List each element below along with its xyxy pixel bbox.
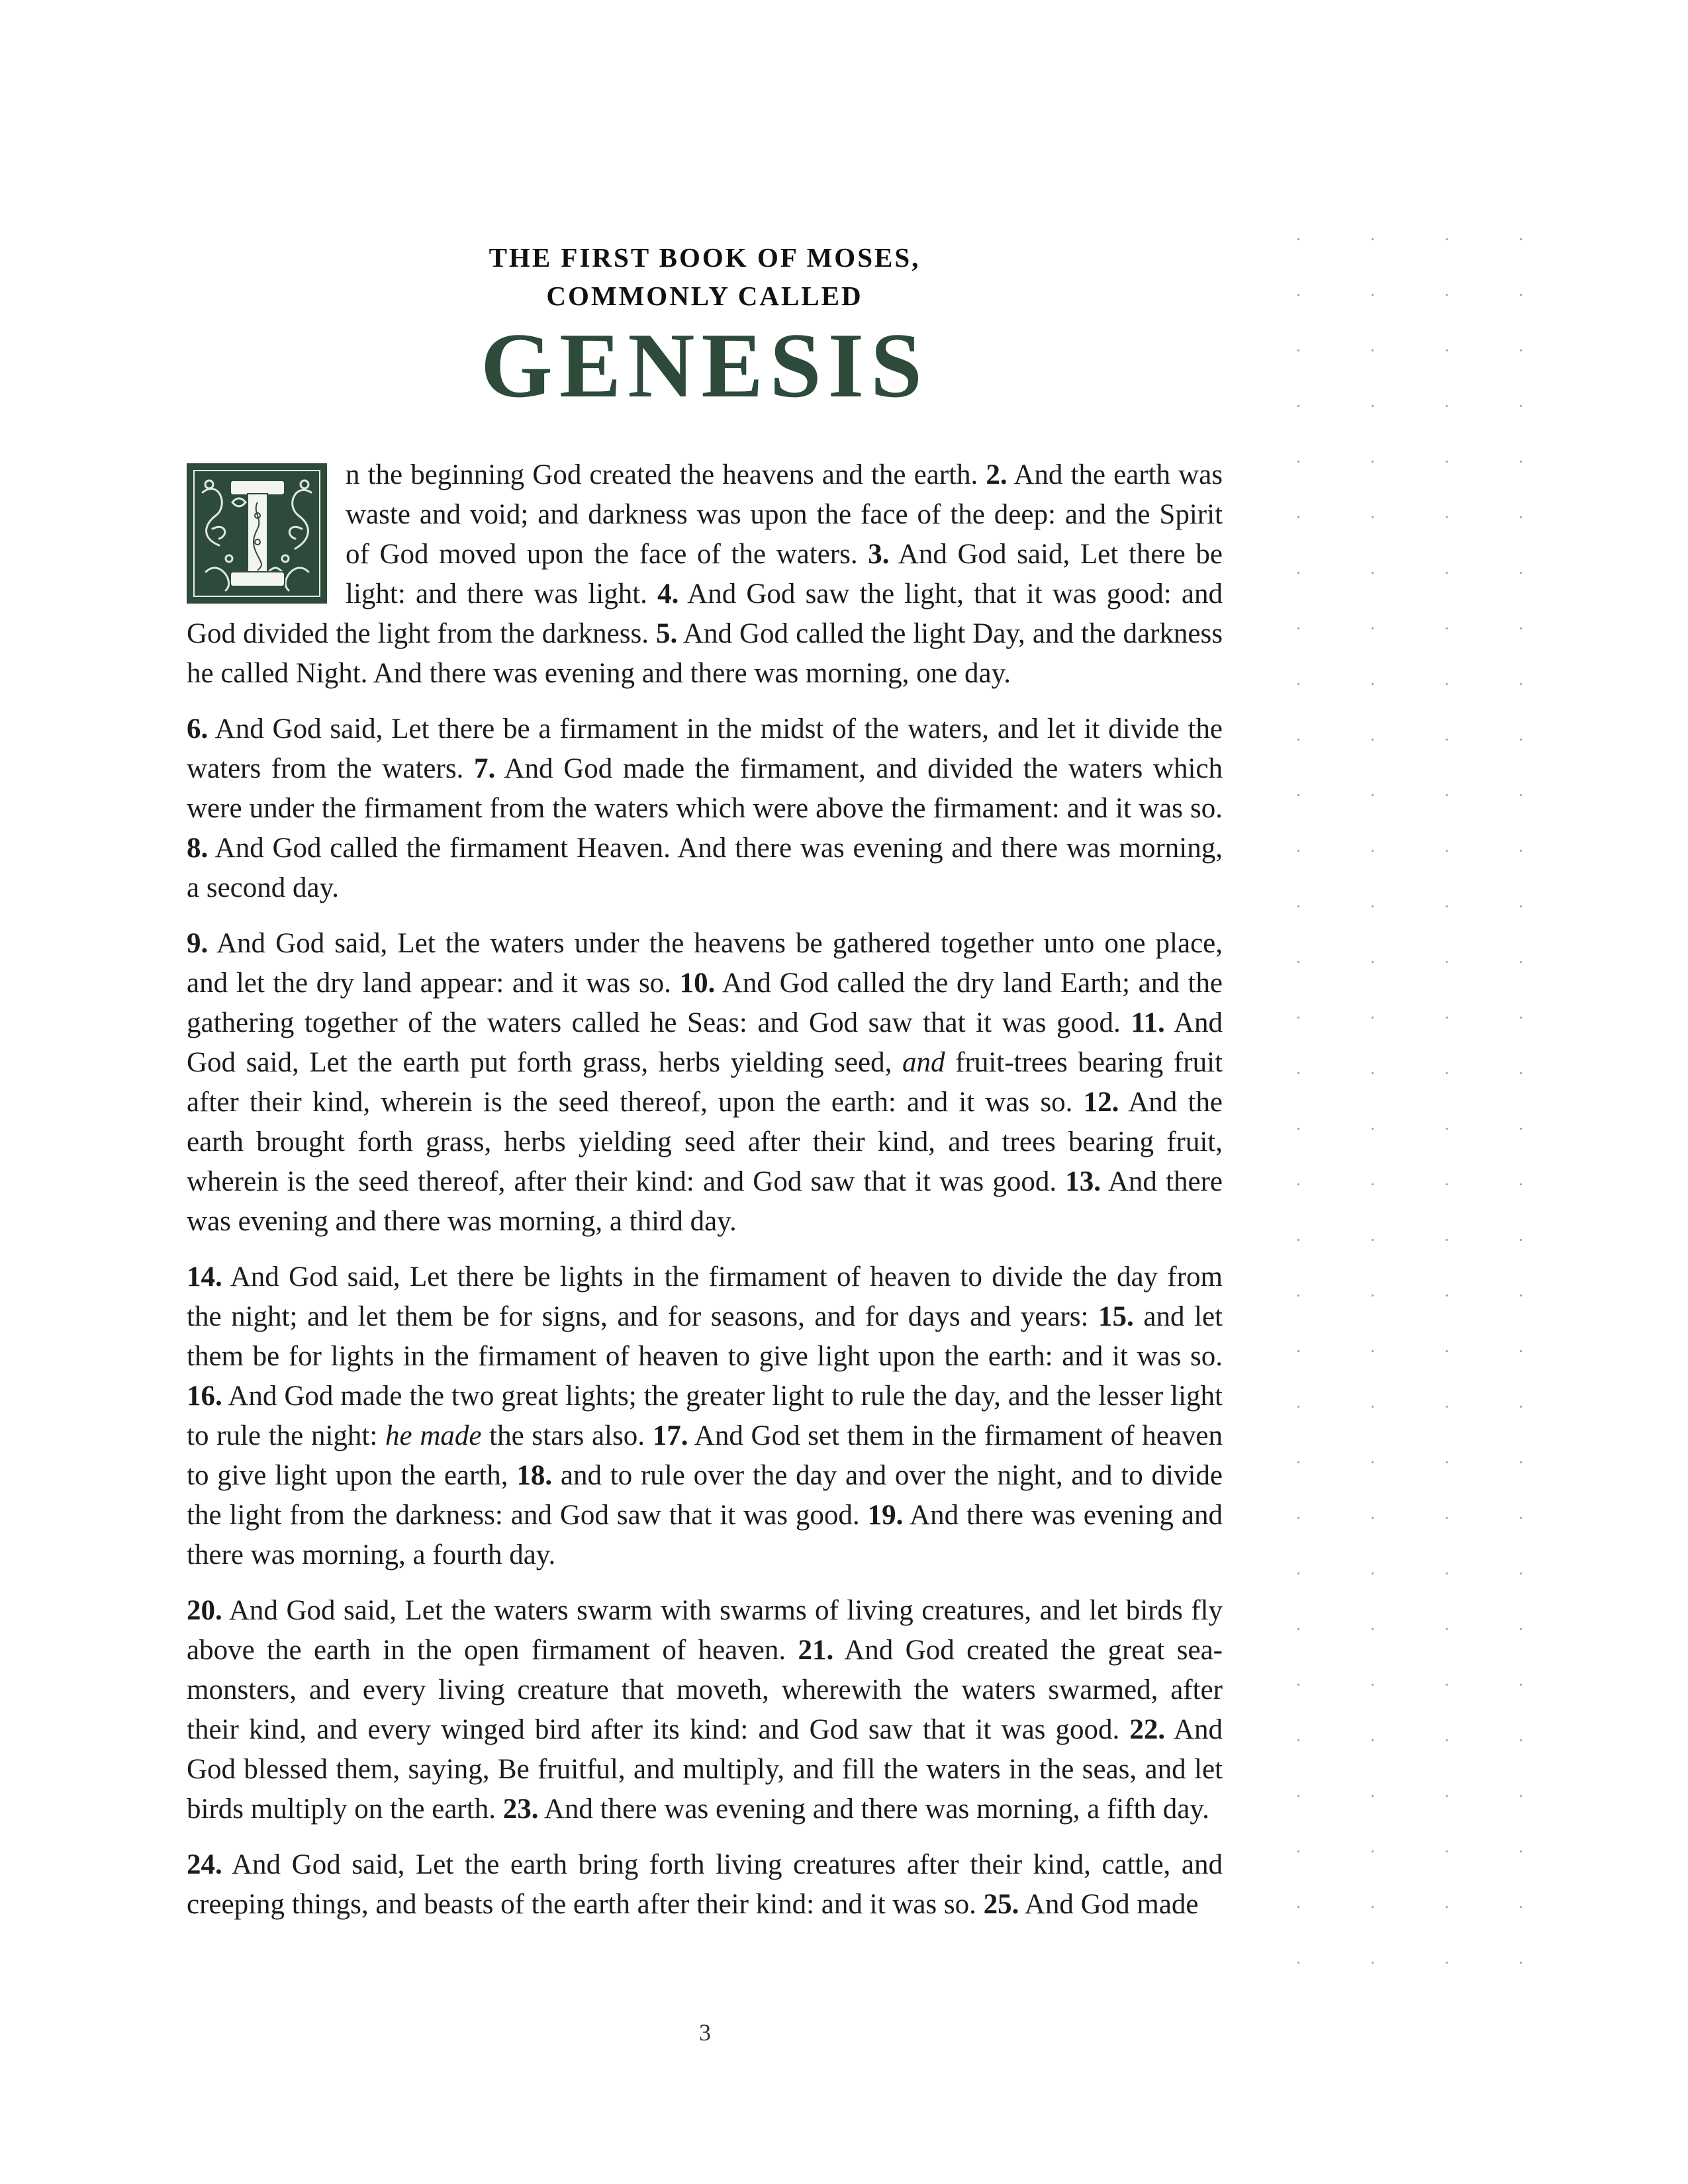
verse-number: 14.	[187, 1261, 222, 1293]
grid-dot	[1297, 1128, 1299, 1130]
paragraph-2	[187, 709, 1223, 908]
verse-number: 8.	[187, 833, 209, 864]
verse-text: the stars also.	[481, 1420, 653, 1451]
italic-text: he made	[385, 1420, 482, 1451]
grid-dot	[1372, 1906, 1374, 1908]
grid-dot	[1520, 516, 1522, 518]
grid-dot	[1446, 516, 1448, 518]
grid-dot	[1520, 1461, 1522, 1463]
grid-dot	[1446, 1128, 1448, 1130]
grid-dot	[1446, 1906, 1448, 1908]
decorative-dot-grid	[1297, 238, 1562, 1959]
grid-dot	[1446, 1628, 1448, 1630]
paragraph-4	[187, 1257, 1223, 1575]
grid-dot	[1372, 1795, 1374, 1797]
grid-dot	[1520, 850, 1522, 852]
grid-dot	[1297, 1406, 1299, 1408]
verse-number: 2.	[986, 459, 1008, 490]
grid-dot	[1520, 1295, 1522, 1297]
paragraph-5	[187, 1591, 1223, 1829]
verse-text: And God said, Let there be light: and there was light.	[346, 539, 1223, 610]
verse-text: n the beginning God created the heavens and the earth.	[346, 459, 986, 490]
verse-text: And there was evening and there was morning, a fifth day.	[538, 1794, 1209, 1825]
grid-dot	[1446, 1295, 1448, 1297]
grid-dot	[1372, 1739, 1374, 1741]
grid-dot	[1520, 1350, 1522, 1352]
grid-dot	[1297, 1072, 1299, 1074]
grid-dot	[1446, 461, 1448, 463]
book-subtitle-line-1: THE FIRST BOOK OF MOSES,	[489, 242, 921, 273]
grid-dot	[1446, 1183, 1448, 1185]
verse-text: And God made	[1019, 1889, 1199, 1920]
verse-text: And God set them in the firmament of heaven to give light upon the earth,	[187, 1420, 1223, 1491]
grid-dot	[1297, 1517, 1299, 1519]
verse-number: 19.	[867, 1500, 904, 1531]
verse-text: and to rule over the day and over the night, and to divide the light from the darkness: and God saw that it was good.	[187, 1460, 1223, 1531]
verse-text: And God blessed them, saying, Be fruitful, and multiply, and fill the waters in the seas, and let birds multiply on the earth.	[187, 1714, 1223, 1825]
grid-dot	[1297, 1684, 1299, 1686]
grid-dot	[1297, 1906, 1299, 1908]
paragraph-6	[187, 1845, 1223, 1925]
verse-number: 15.	[1098, 1301, 1134, 1332]
verse-number: 6.	[187, 713, 209, 745]
grid-dot	[1372, 1628, 1374, 1630]
grid-dot	[1446, 1795, 1448, 1797]
grid-dot	[1520, 739, 1522, 741]
grid-dot	[1446, 739, 1448, 741]
grid-dot	[1446, 961, 1448, 963]
grid-dot	[1446, 683, 1448, 685]
grid-dot	[1372, 1128, 1374, 1130]
grid-dot	[1446, 572, 1448, 574]
grid-dot	[1372, 850, 1374, 852]
grid-dot	[1372, 1183, 1374, 1185]
grid-dot	[1446, 1239, 1448, 1241]
grid-dot	[1372, 1461, 1374, 1463]
verse-text: And God said, Let the waters swarm with swarms of living creatures, and let birds fly above the earth in the open firmament of heaven.	[187, 1595, 1223, 1666]
grid-dot	[1372, 683, 1374, 685]
grid-dot	[1520, 1072, 1522, 1074]
grid-dot	[1446, 1739, 1448, 1741]
grid-dot	[1372, 1684, 1374, 1686]
verse-number: 21.	[798, 1635, 834, 1666]
grid-dot	[1297, 961, 1299, 963]
verse-number: 10.	[679, 968, 716, 999]
grid-dot	[1520, 961, 1522, 963]
grid-dot	[1520, 461, 1522, 463]
verse-text: And God saw the light, that it was good: and God divided the light from the darkness.	[187, 578, 1223, 649]
italic-text: and	[902, 1047, 945, 1078]
verse-number: 5.	[655, 618, 678, 649]
grid-dot	[1372, 461, 1374, 463]
grid-dot	[1372, 905, 1374, 907]
grid-dot	[1446, 1684, 1448, 1686]
grid-dot	[1297, 683, 1299, 685]
grid-dot	[1297, 1572, 1299, 1574]
grid-dot	[1446, 905, 1448, 907]
grid-dot	[1520, 1239, 1522, 1241]
grid-dot	[1297, 461, 1299, 463]
verse-text: And God created the great sea-monsters, and every living creature that moveth, wherewith the waters swarmed, after their kind, and every winged bird after its kind: and God saw that it was good.	[187, 1635, 1223, 1745]
grid-dot	[1446, 794, 1448, 796]
verse-text: And the earth brought forth grass, herbs yielding seed after their kind, and trees bearing fruit, wherein is the seed thereof, after their kind: and God saw that it was good.	[187, 1087, 1223, 1197]
paragraph-1	[187, 455, 1223, 694]
grid-dot	[1372, 572, 1374, 574]
grid-dot	[1446, 1072, 1448, 1074]
grid-dot	[1520, 1406, 1522, 1408]
verse-number: 23.	[502, 1794, 539, 1825]
grid-dot	[1372, 349, 1374, 351]
grid-dot	[1446, 405, 1448, 407]
verse-text: and let them be for lights in the firmament of heaven to give light upon the earth: and it was so.	[187, 1301, 1223, 1372]
grid-dot	[1372, 294, 1374, 296]
verse-text: And God said, Let there be a firmament in the midst of the waters, and let it divide the waters from the waters.	[187, 713, 1223, 784]
verse-number: 17.	[652, 1420, 688, 1451]
grid-dot	[1297, 572, 1299, 574]
grid-dot	[1297, 1295, 1299, 1297]
grid-dot	[1297, 850, 1299, 852]
grid-dot	[1520, 572, 1522, 574]
grid-dot	[1446, 1517, 1448, 1519]
grid-dot	[1372, 1962, 1374, 1964]
verse-number: 12.	[1083, 1087, 1119, 1118]
ornamental-initial-i-icon	[187, 463, 327, 604]
grid-dot	[1520, 1183, 1522, 1185]
verse-number: 16.	[187, 1381, 222, 1412]
verse-number: 25.	[983, 1889, 1019, 1920]
grid-dot	[1297, 1795, 1299, 1797]
grid-dot	[1520, 405, 1522, 407]
grid-dot	[1520, 794, 1522, 796]
verse-text: And God called the firmament Heaven. And there was evening and there was morning, a second day.	[187, 833, 1223, 903]
grid-dot	[1297, 1628, 1299, 1630]
grid-dot	[1520, 238, 1522, 240]
book-heading	[187, 238, 1223, 416]
grid-dot	[1446, 627, 1448, 629]
verse-number: 13.	[1065, 1166, 1102, 1197]
verse-text: And there was evening and there was morning, a fourth day.	[187, 1500, 1223, 1570]
verse-number: 22.	[1129, 1714, 1166, 1745]
grid-dot	[1297, 1239, 1299, 1241]
grid-dot	[1297, 794, 1299, 796]
grid-dot	[1446, 1850, 1448, 1852]
page-number: 3	[699, 2019, 711, 2046]
grid-dot	[1372, 1572, 1374, 1574]
verse-number: 24.	[187, 1849, 222, 1880]
book-subtitle-line-2: COMMONLY CALLED	[546, 281, 863, 311]
grid-dot	[1297, 516, 1299, 518]
grid-dot	[1372, 405, 1374, 407]
grid-dot	[1297, 905, 1299, 907]
grid-dot	[1446, 1572, 1448, 1574]
grid-dot	[1520, 683, 1522, 685]
book-title: GENESIS	[481, 314, 929, 417]
grid-dot	[1520, 1795, 1522, 1797]
grid-dot	[1372, 1295, 1374, 1297]
grid-dot	[1520, 1739, 1522, 1741]
grid-dot	[1297, 1017, 1299, 1019]
grid-dot	[1520, 349, 1522, 351]
grid-dot	[1520, 1962, 1522, 1964]
grid-dot	[1520, 1572, 1522, 1574]
grid-dot	[1520, 905, 1522, 907]
verse-number: 18.	[516, 1460, 553, 1491]
grid-dot	[1446, 294, 1448, 296]
grid-dot	[1297, 238, 1299, 240]
grid-dot	[1297, 294, 1299, 296]
grid-dot	[1372, 1850, 1374, 1852]
grid-dot	[1372, 1017, 1374, 1019]
grid-dot	[1372, 238, 1374, 240]
grid-dot	[1446, 1350, 1448, 1352]
verse-text: And there was evening and there was morning, a third day.	[187, 1166, 1223, 1237]
grid-dot	[1520, 294, 1522, 296]
grid-dot	[1372, 739, 1374, 741]
grid-dot	[1297, 627, 1299, 629]
verse-text: fruit-trees bearing fruit after their kind, wherein is the seed thereof, upon the earth: and it was so.	[187, 1047, 1223, 1118]
grid-dot	[1297, 1183, 1299, 1185]
grid-dot	[1446, 1962, 1448, 1964]
verse-number: 7.	[473, 753, 496, 784]
grid-dot	[1372, 1350, 1374, 1352]
verse-number: 20.	[187, 1595, 222, 1626]
grid-dot	[1372, 1072, 1374, 1074]
grid-dot	[1520, 1850, 1522, 1852]
grid-dot	[1297, 1350, 1299, 1352]
verse-number: 9.	[187, 928, 209, 959]
verse-text: And God said, Let the waters under the heavens be gathered together unto one place, and let the dry land appear: and it was so.	[187, 928, 1223, 999]
verse-text: And God said, Let there be lights in the firmament of heaven to divide the day from the night; and let them be for signs, and for seasons, and for days and years:	[187, 1261, 1223, 1332]
ornamental-initial-svg	[189, 466, 324, 601]
verse-text: And the earth was waste and void; and darkness was upon the face of the deep: and the Spirit of God moved upon the face of the waters.	[346, 459, 1223, 570]
grid-dot	[1520, 1684, 1522, 1686]
verse-text: And God said, Let the earth put forth grass, herbs yielding seed,	[187, 1007, 1223, 1078]
grid-dot	[1372, 961, 1374, 963]
grid-dot	[1297, 739, 1299, 741]
verse-text: And God called the dry land Earth; and the gathering together of the waters called he Seas: and God saw that it was good.	[187, 968, 1223, 1038]
grid-dot	[1520, 1017, 1522, 1019]
grid-dot	[1446, 1461, 1448, 1463]
grid-dot	[1372, 627, 1374, 629]
paragraph-3	[187, 924, 1223, 1242]
grid-dot	[1520, 627, 1522, 629]
grid-dot	[1372, 794, 1374, 796]
verse-number: 4.	[657, 578, 679, 610]
verse-number: 11.	[1131, 1007, 1165, 1038]
grid-dot	[1372, 516, 1374, 518]
grid-dot	[1446, 1017, 1448, 1019]
verse-text: And God said, Let the earth bring forth living creatures after their kind, cattle, and creeping things, and beasts of the earth after their kind: and it was so.	[187, 1849, 1223, 1920]
grid-dot	[1297, 1739, 1299, 1741]
grid-dot	[1520, 1128, 1522, 1130]
grid-dot	[1446, 850, 1448, 852]
verse-text: And God called the light Day, and the darkness he called Night. And there was evening and there was morning, one day.	[187, 618, 1223, 689]
grid-dot	[1520, 1628, 1522, 1630]
grid-dot	[1446, 1406, 1448, 1408]
grid-dot	[1297, 1962, 1299, 1964]
grid-dot	[1297, 1850, 1299, 1852]
verse-text: And God made the two great lights; the greater light to rule the day, and the lesser light to rule the night:	[187, 1381, 1223, 1451]
grid-dot	[1297, 405, 1299, 407]
grid-dot	[1520, 1906, 1522, 1908]
grid-dot	[1297, 349, 1299, 351]
scripture-body	[187, 455, 1223, 1940]
grid-dot	[1372, 1239, 1374, 1241]
grid-dot	[1520, 1517, 1522, 1519]
grid-dot	[1372, 1406, 1374, 1408]
grid-dot	[1297, 1461, 1299, 1463]
verse-number: 3.	[868, 539, 890, 570]
verse-text: And God made the firmament, and divided the waters which were under the firmament from the waters which were above the firmament: and it was so.	[187, 753, 1223, 824]
grid-dot	[1446, 238, 1448, 240]
grid-dot	[1446, 349, 1448, 351]
grid-dot	[1372, 1517, 1374, 1519]
